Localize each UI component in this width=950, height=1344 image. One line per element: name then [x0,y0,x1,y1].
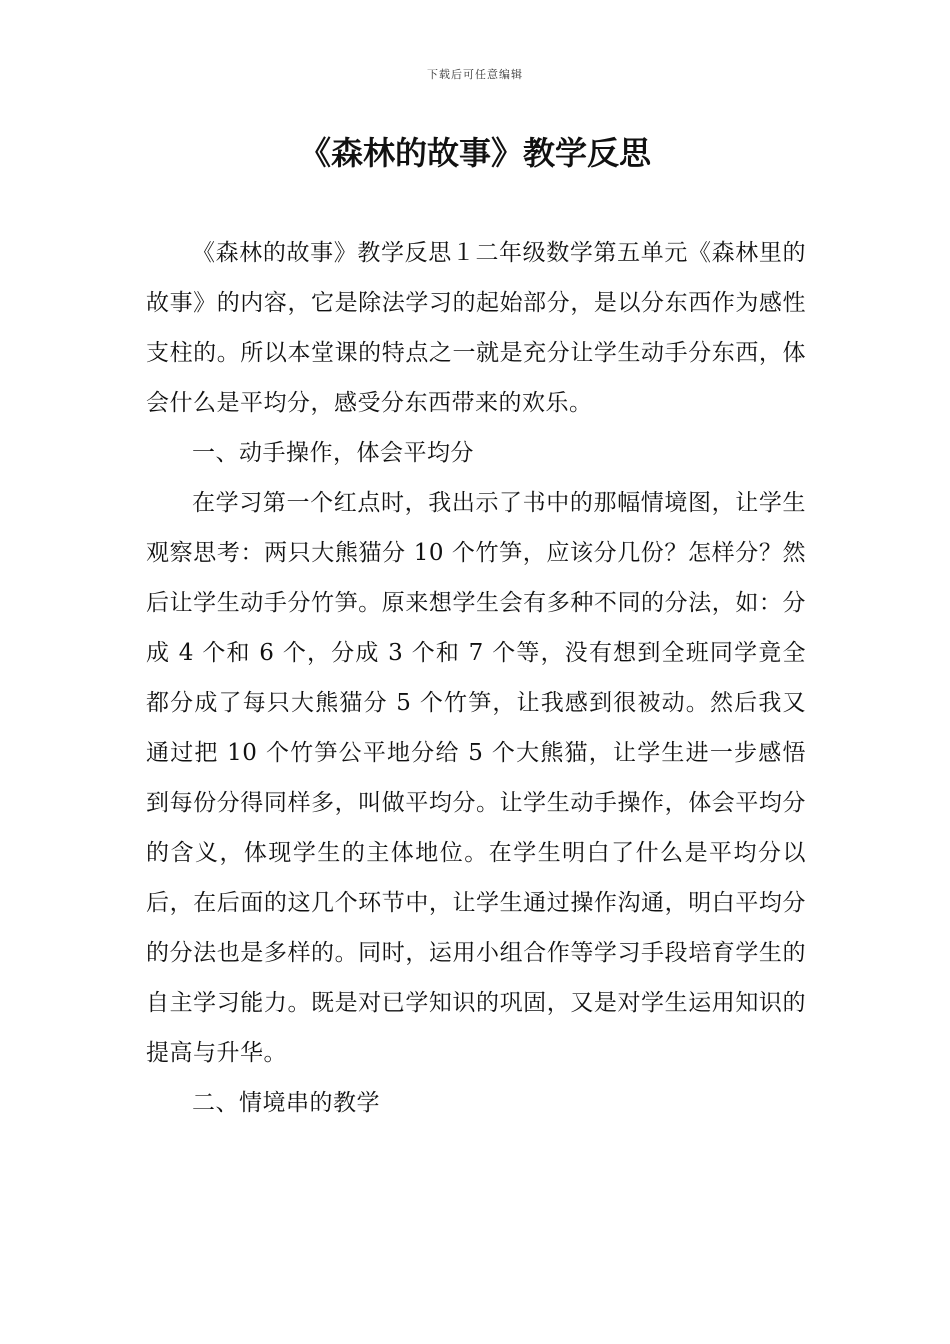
paragraph-section-1: 在学习第一个红点时，我出示了书中的那幅情境图，让学生观察思考：两只大熊猫分 10 个竹笋，应该分几份？怎样分？然后让学生动手分竹笋。原来想学生会有多种不同的分法，如：分成 4 个和 6 个，分成 3 个和 7 个等，没有想到全班同学竟全都分成了每只大熊猫分 5 个竹笋，让我感到很被动。然后我又通过把 10 个竹笋公平地分给 5 个大熊猫，让学生进一步感悟到每份分得同样多，叫做平均分。让学生动手操作，体会平均分的含义，体现学生的主体地位。在学生明白了什么是平均分以后，在后面的这几个环节中，让学生通过操作沟通，明白平均分的分法也是多样的。同时，运用小组合作等学习手段培育学生的自主学习能力。既是对已学知识的巩固，又是对学生运用知识的提高与升华。 [146,490,806,1066]
section-heading-2: 二、情境串的教学 [192,1090,380,1116]
header-note: 下载后可任意编辑 [427,68,523,81]
paragraph-intro: 《森林的故事》教学反思１二年级数学第五单元《森林里的故事》的内容，它是除法学习的起始部分，是以分东西作为感性支柱的。所以本堂课的特点之一就是充分让学生动手分东西，体会什么是平均分，感受分东西带来的欢乐。 [146,240,806,416]
document-title: 《森林的故事》教学反思 [298,134,651,172]
section-heading-1: 一、动手操作，体会平均分 [192,440,474,466]
document-body [146,228,806,1128]
